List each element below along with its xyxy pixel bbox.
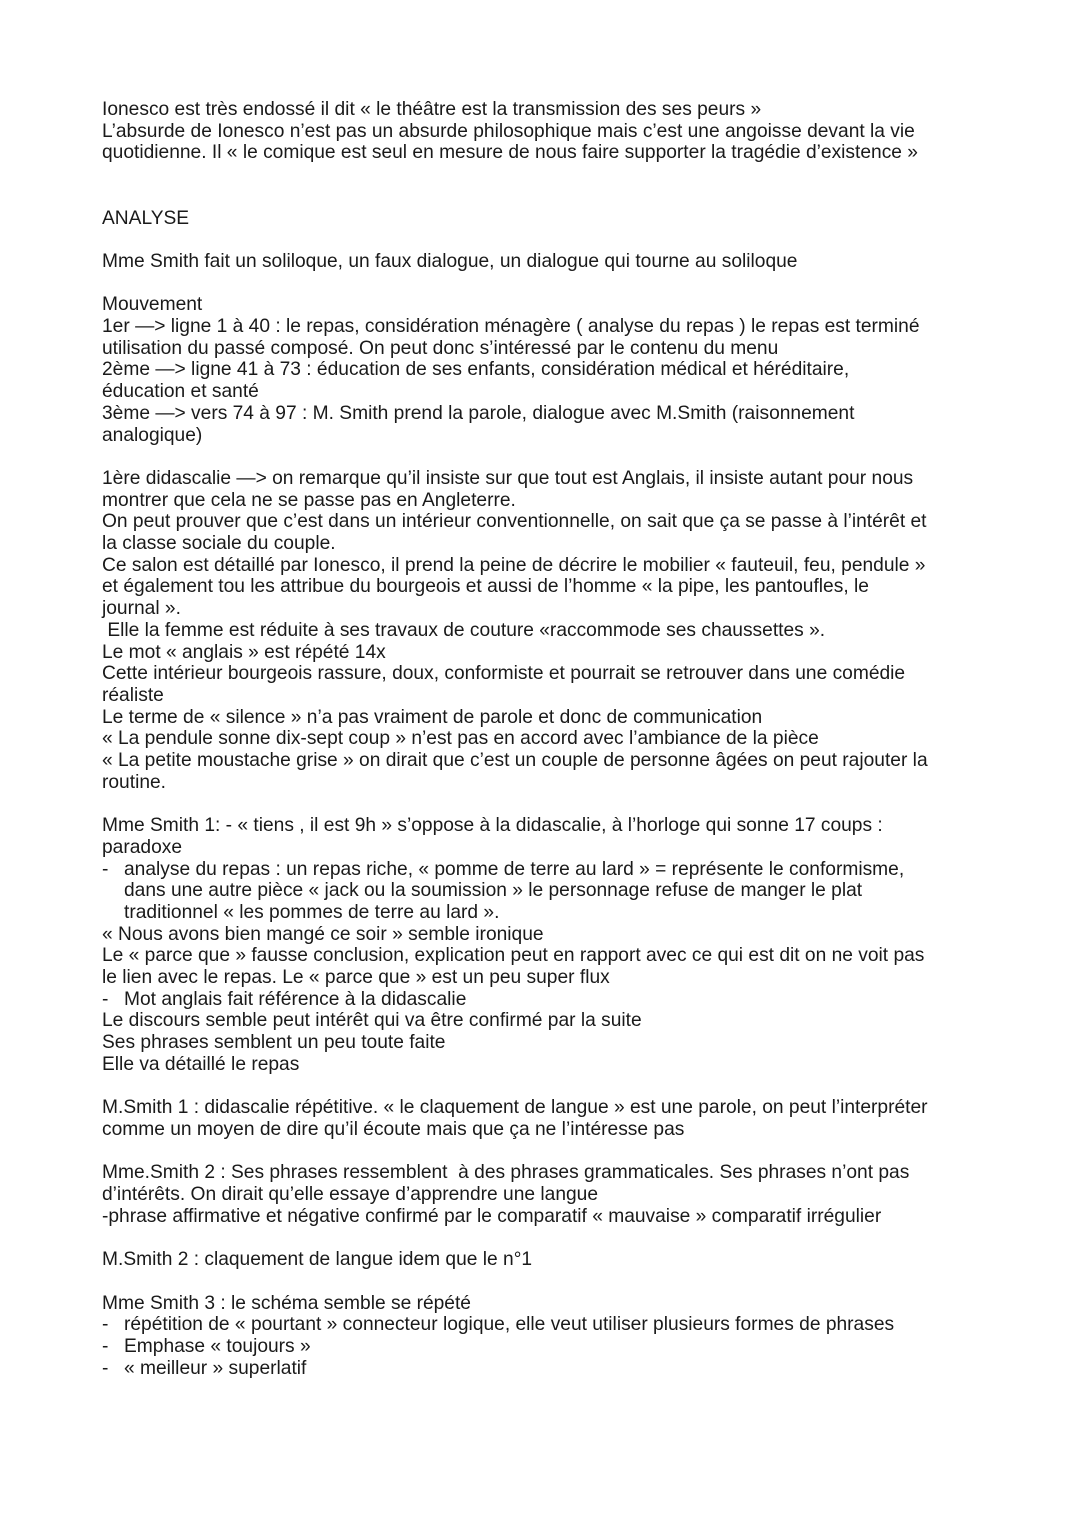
text-line: Cette intérieur bourgeois rassure, doux, conformiste et pourrait se retrouver dans une comédie — [102, 663, 906, 685]
m-smith-1-paragraph — [102, 1097, 982, 1140]
text-line: Elle la femme est réduite à ses travaux de couture «raccommode ses chaussettes ». — [102, 619, 826, 641]
dash-bullet: - — [102, 1314, 109, 1336]
mme-smith-3-paragraph — [102, 1293, 982, 1380]
text-line: « Nous avons bien mangé ce soir » semble ironique — [102, 923, 544, 945]
spacer — [102, 229, 982, 251]
bullet-item — [102, 1314, 982, 1336]
text-line: montrer que cela ne se passe pas en Angleterre. — [102, 489, 516, 511]
text-line: répétition de « pourtant » connecteur logique, elle veut utiliser plusieurs formes de phrases — [124, 1314, 895, 1336]
section-heading: ANALYSE — [102, 207, 190, 229]
mme-smith-1-paragraph — [102, 815, 982, 1075]
text-line: Le terme de « silence » n’a pas vraiment de parole et donc de communication — [102, 706, 763, 728]
text-line: Le discours semble peut intérêt qui va être confirmé par la suite — [102, 1010, 642, 1032]
text-line: Mouvement — [102, 294, 203, 316]
text-line: journal ». — [102, 598, 181, 620]
text-line: 1er —> ligne 1 à 40 : le repas, considération ménagère ( analyse du repas ) le repas est terminé — [102, 315, 920, 337]
mme-smith-2-paragraph — [102, 1162, 982, 1227]
bullet-item — [102, 859, 982, 924]
text-line: On peut prouver que c’est dans un intérieur conventionnelle, on sait que ça se passe à l’intérêt et — [102, 511, 927, 533]
text-line: dans une autre pièce « jack ou la soumission » le personnage refuse de manger le plat — [124, 880, 863, 902]
text-line: Elle va détaillé le repas — [102, 1053, 300, 1075]
text-line: « La pendule sonne dix-sept coup » n’est pas en accord avec l’ambiance de la pièce — [102, 728, 819, 750]
text-line: paradoxe — [102, 836, 183, 858]
mouvement-paragraph — [102, 294, 982, 446]
text-line: 1ère didascalie —> on remarque qu’il insiste sur que tout est Anglais, il insiste autant pour nous — [102, 467, 914, 489]
document-page — [102, 99, 982, 1379]
text-line: le lien avec le repas. Le « parce que » est un peu super flux — [102, 967, 610, 989]
text-line: réaliste — [102, 684, 164, 706]
text-line: et également tou les attribue du bourgeois et aussi de l’homme « la pipe, les pantoufles, le — [102, 576, 869, 598]
text-line: Ionesco est très endossé il dit « le théâtre est la transmission des ses peurs » — [102, 99, 762, 120]
spacer — [102, 1227, 982, 1249]
text-line: « meilleur » superlatif — [124, 1357, 307, 1379]
bullet-item — [102, 1336, 982, 1358]
text-line: routine. — [102, 771, 166, 793]
spacer — [102, 1076, 982, 1098]
text-line: Le « parce que » fausse conclusion, explication peut en rapport avec ce qui est dit on ne voit pas — [102, 945, 925, 967]
text-line: quotidienne. Il « le comique est seul en mesure de nous faire supporter la tragédie d’existence » — [102, 142, 918, 164]
bullet-item — [102, 989, 982, 1011]
text-line: Le mot « anglais » est répété 14x — [102, 641, 386, 663]
text-line: utilisation du passé composé. On peut donc s’intéressé par le contenu du menu — [102, 337, 779, 359]
text-line: 2ème —> ligne 41 à 73 : éducation de ses enfants, considération médical et héréditaire, — [102, 359, 850, 381]
text-line: traditionnel « les pommes de terre au lard ». — [124, 901, 500, 923]
text-line: Mot anglais fait référence à la didascalie — [124, 988, 467, 1010]
text-line: Ce salon est détaillé par Ionesco, il prend la peine de décrire le mobilier « fauteuil, feu, pendule » — [102, 554, 926, 576]
text-line: M.Smith 1 : didascalie répétitive. « le claquement de langue » est une parole, on peut l’interpréter — [102, 1097, 928, 1119]
intro-paragraph — [102, 99, 982, 164]
text-line: « La petite moustache grise » on dirait que c’est un couple de personne âgées on peut rajouter la — [102, 750, 928, 772]
text-line: Mme Smith 1: - « tiens , il est 9h » s’oppose à la didascalie, à l’horloge qui sonne 17 coups : — [102, 815, 883, 837]
text-line: analogique) — [102, 424, 203, 446]
text-line: analyse du repas : un repas riche, « pomme de terre au lard » = représente le conformisme, — [124, 858, 905, 880]
text-line: 3ème —> vers 74 à 97 : M. Smith prend la parole, dialogue avec M.Smith (raisonnement — [102, 402, 855, 424]
spacer — [102, 446, 982, 468]
text-line: Mme Smith 3 : le schéma semble se répété — [102, 1292, 471, 1314]
spacer — [102, 164, 982, 207]
text-line: éducation et santé — [102, 381, 259, 403]
text-line: L’absurde de Ionesco n’est pas un absurde philosophique mais c’est une angoisse devant la vie — [102, 120, 915, 142]
dash-bullet: - — [102, 1335, 109, 1357]
text-line: Mme Smith fait un soliloque, un faux dialogue, un dialogue qui tourne au soliloque — [102, 250, 798, 272]
text-line: Ses phrases semblent un peu toute faite — [102, 1032, 446, 1054]
dash-bullet: - — [102, 858, 109, 880]
text-line: -phrase affirmative et négative confirmé par le comparatif « mauvaise » comparatif irrégulier — [102, 1205, 882, 1227]
m-smith-2-line: M.Smith 2 : claquement de langue idem que le n°1 — [102, 1249, 533, 1271]
text-line: la classe sociale du couple. — [102, 533, 336, 554]
dash-bullet: - — [102, 988, 109, 1010]
spacer — [102, 1141, 982, 1163]
didascalie-paragraph — [102, 468, 982, 794]
text-line: comme un moyen de dire qu’il écoute mais que ça ne l’intéresse pas — [102, 1118, 685, 1140]
bullet-item — [102, 1358, 982, 1380]
text-line: d’intérêts. On dirait qu’elle essaye d’apprendre une langue — [102, 1184, 598, 1206]
dash-bullet: - — [102, 1357, 109, 1379]
text-line: Mme.Smith 2 : Ses phrases ressemblent à des phrases grammaticales. Ses phrases n’ont pas — [102, 1162, 910, 1184]
spacer — [102, 793, 982, 815]
text-line: Emphase « toujours » — [124, 1335, 311, 1357]
spacer — [102, 1271, 982, 1293]
spacer — [102, 273, 982, 295]
